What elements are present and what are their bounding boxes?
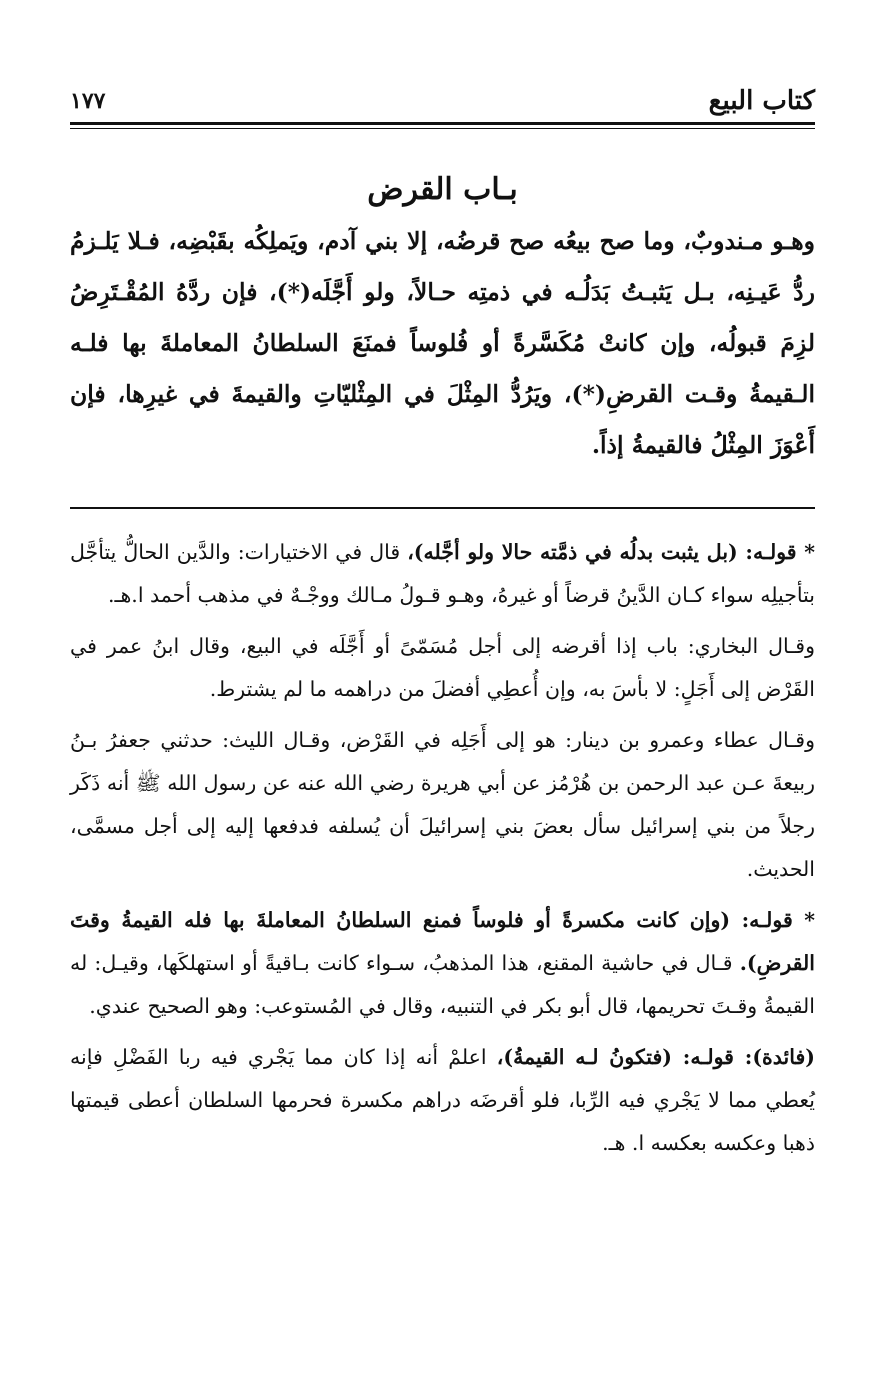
commentary-paragraph <box>70 1036 815 1165</box>
commentary-paragraph <box>70 719 815 891</box>
commentary-text: وقـال البخاري: باب إذا أقرضه إلى أجل مُسَمّىً أو أَجَّلَه في البيع، وقال ابنُ عمر في القَرْض إلى أَجَلٍ: لا بأسَ به، وإن أُعطِي أفضلَ من دراهمه ما لم يشترط. <box>70 634 815 701</box>
commentary-paragraph <box>70 625 815 711</box>
chapter-title: بـاب القرض <box>367 172 518 207</box>
commentary-lead: * قولـه: (بل يثبت بدلُه في ذمَّته حالا ولو أجَّله)، <box>407 540 815 564</box>
commentary-text: اعلمْ أنه إذا كان مما يَجْري فيه ربا الفَضْلِ فإنه يُعطي مما لا يَجْري فيه الرِّبا، فلو أقرضَه دراهم مكسرة فحرمها السلطان أعطى قيمتها ذهبا وعكسه بعكسه ا. هـ. <box>70 1045 815 1155</box>
footnote-separator <box>70 507 815 509</box>
book-page <box>70 80 815 1380</box>
commentary <box>70 531 815 1165</box>
header-rule-thin <box>70 128 815 129</box>
commentary-text: وقـال عطاء وعمرو بن دينار: هو إلى أَجَلِه في القَرْض، وقـال الليث: حدثني جعفرُ بـنُ ربيعةَ عـن عبد الرحمن بن هُرْمُز عن أبي هريرة رضي الله عنه عن رسول الله ﷺ أنه ذَكَر رجلاً من بني إسرائيل سأل بعضَ بني إسرائيلَ أن يُسلفه فدفعها إليه إلى أجل مسمَّى، الحديث. <box>70 728 815 881</box>
running-header <box>70 80 815 120</box>
commentary-paragraph <box>70 899 815 1028</box>
commentary-text: قال في الاختيارات: والدَّين الحالُّ يتأجَّل بتأجيلِه سواء كـان الدَّينُ قرضاً أو غيرهُ، وهـو قـولُ مـالك ووجْـهٌ في مذهب أحمد ا.هـ. <box>70 540 815 607</box>
commentary-paragraph <box>70 531 815 617</box>
commentary-lead: * قولـه: (وإن كانت مكسرةً أو فلوساً فمنع السلطانُ المعاملةَ بها فله القيمةُ وقتَ القرضِ). <box>70 908 815 975</box>
page-number: ١٧٧ <box>70 88 106 114</box>
book-title: كتاب البيع <box>708 86 815 116</box>
commentary-lead: (فائدة): قولـه: (فتكونُ لـه القيمةُ)، <box>496 1045 815 1069</box>
header-rule <box>70 122 815 125</box>
commentary-text: قـال في حاشية المقنع، هذا المذهبُ، سـواء كانت بـاقيةً أو استهلكَها، وقيـل: له القيمةُ وقـتَ تحريمها، قال أبو بكر في التنبيه، وقال في المُستوعب: وهو الصحيح عندي. <box>70 951 815 1018</box>
main-text: وهـو مـندوبٌ، وما صح بيعُه صح قرضُه، إلا بني آدم، ويَملِكُه بقَبْضِه، فـلا يَلـزمُ ردُّ عَيـنِه، بـل يَثبـتُ بَدَلُـه في ذمتِه حـالاً، ولو أَجَّلَه(*)، فإن ردَّهُ المُقْـتَرِضُ لزِمَ قبولُه، وإن كانتْ مُكَسَّرةً أو فُلوساً فمنَعَ السلطانُ المعاملةَ بها فلـه الـقيمةُ وقـت القرضِ(*)، ويَرُدُّ المِثْلَ في المِثْليّاتِ والقيمةَ في غيرِها، فإن أَعْوَزَ المِثْلُ فالقيمةُ إذاً. <box>70 227 815 459</box>
